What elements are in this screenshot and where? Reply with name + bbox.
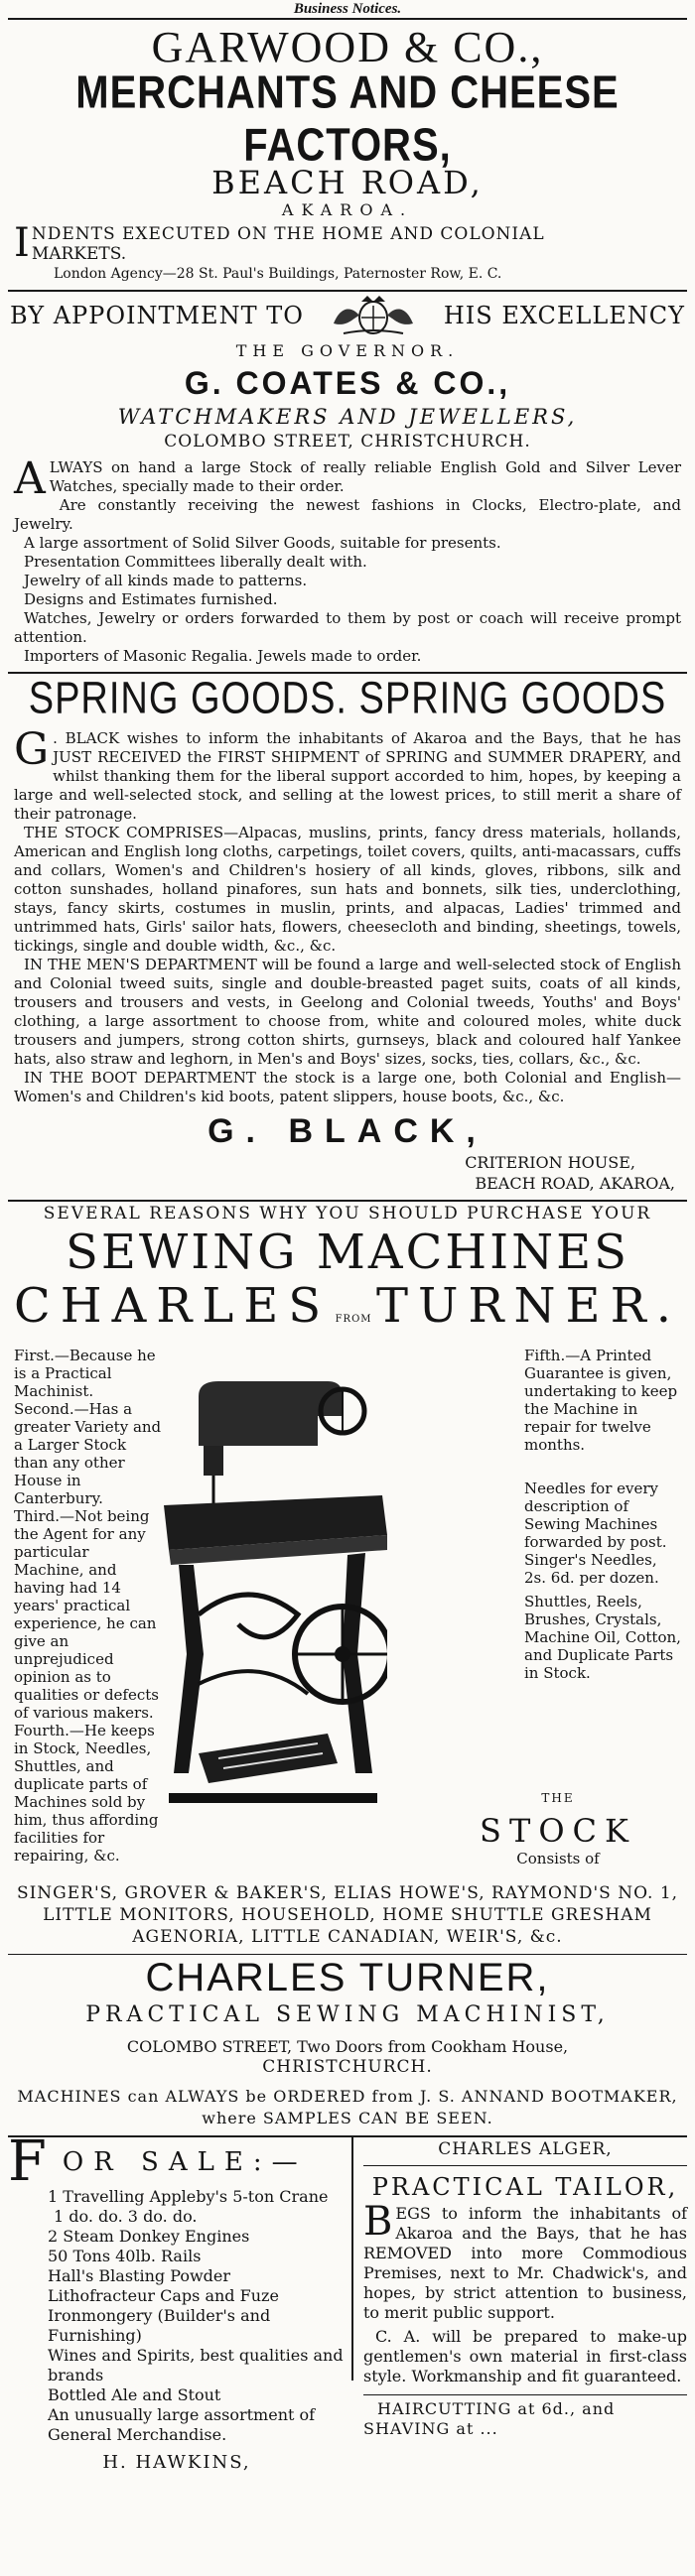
for-sale-title: OR SALE:— <box>62 2147 308 2177</box>
for-sale-signature: H. HAWKINS, <box>102 2452 251 2473</box>
for-sale-ad <box>8 2129 353 2473</box>
appointment-right: HIS EXCELLENCY <box>443 302 685 329</box>
alger-text: EGS to inform the inhabitants of Akaroa and the Bays, that he has REMOVED into more Commodious Premises, next to Mr. Chadwick's, and hopes, by strict attention to business, to merit public support. <box>363 2204 687 2322</box>
coates-trade: WATCHMAKERS AND JEWELLERS, <box>117 405 578 429</box>
black-body <box>0 724 695 1106</box>
coates-line: A large assortment of Solid Silver Goods, suitable for presents. <box>24 534 501 552</box>
list-item: Hall's Blasting Powder <box>48 2266 231 2285</box>
garwood-agency: London Agency—28 St. Paul's Buildings, Paternoster Row, E. C. <box>54 266 502 282</box>
appointment-line <box>0 292 695 339</box>
black-signature: G. BLACK, <box>208 1112 487 1150</box>
drop-cap: B <box>363 2199 393 2245</box>
stock-heading <box>459 1783 657 1868</box>
stock-the: THE <box>541 1791 575 1805</box>
royal-crest-icon <box>314 294 433 337</box>
governor-line: THE GOVERNOR. <box>235 341 460 360</box>
coates-line: Presentation Committees liberally dealt with. <box>24 553 367 571</box>
machine-brands: SINGER'S, GROVER & BAKER'S, ELIAS HOWE'S, RAYMOND'S NO. 1, LITTLE MONITORS, HOUSEHOLD, HOME SHUTTLE GRESHAM AGENORIA, LITTLE CANADIAN, WEIR'S, &c. <box>16 1883 679 1947</box>
indents-line-1: NDENTS EXECUTED ON THE HOME AND COLONIAL <box>31 224 545 244</box>
list-item: 50 Tons 40lb. Rails <box>48 2247 202 2265</box>
reason-item: Third.—Not being the Agent for any particular Machine, and having had 14 years' practical experience, he can give an unprejudiced opinion as to qualities or defects of various makers. <box>14 1507 159 1722</box>
annand-line: MACHINES can ALWAYS be ORDERED from J. S. ANNAND BOOTMAKER, where SAMPLES CAN BE SEEN. <box>17 2087 678 2127</box>
black-road: BEACH ROAD, AKAROA, <box>475 1174 675 1193</box>
garwood-ad <box>0 20 695 284</box>
list-item: Bottled Ale and Stout <box>48 2385 221 2404</box>
indents-line-2: MARKETS. <box>31 244 127 264</box>
drop-cap: I <box>14 220 30 266</box>
alger-body <box>363 2199 687 2386</box>
garwood-name: GARWOOD & CO., <box>151 23 544 71</box>
black-house: CRITERION HOUSE, <box>465 1153 635 1172</box>
reason-item: Fourth.—He keeps in Stock, Needles, Shuttles, and duplicate parts of Machines sold by him, thus affording facilities for repairing, &c. <box>14 1722 159 1865</box>
black-ad <box>0 674 695 1194</box>
garwood-subtitle: MERCHANTS AND CHEESE FACTORS, <box>75 67 620 171</box>
coates-line: Importers of Masonic Regalia. Jewels made to order. <box>24 647 422 665</box>
black-mens: IN THE MEN'S DEPARTMENT will be found a large and well-selected stock of English and Colonial tweed suits, single and double-breasted paget suits, coats of all kinds, trousers and trousers and vests, in Geelong and Colonial tweeds, Youths' and Boys' clothing, a large assortment to choose from, white and coloured moles, white duck trousers and jumpers, strong cotton shirts, gurnseys, black and coloured half Yankee hats, also straw and leghorn, in Men's and Boys' sizes, socks, ties, collars, &c., &c. <box>14 956 681 1068</box>
name-right: TURNER. <box>375 1278 681 1334</box>
reasons-left-column <box>14 1347 163 1865</box>
alger-name: CHARLES ALGER, <box>438 2139 613 2159</box>
alger-trade: PRACTICAL TAILOR, <box>371 2173 679 2201</box>
turner-name-line <box>0 1279 695 1347</box>
drop-cap: G <box>14 724 50 775</box>
reason-item: Needles for every description of Sewing Machines forwarded by post. Singer's Needles, 2s. 6d. per dozen. <box>524 1480 667 1587</box>
coates-line: Designs and Estimates furnished. <box>24 590 278 608</box>
name-left: CHARLES <box>14 1278 332 1334</box>
spring-headline: SPRING GOODS. SPRING GOODS <box>28 673 667 724</box>
divider <box>363 2165 687 2166</box>
coates-line: Jewelry of all kinds made to patterns. <box>24 572 308 589</box>
coates-address: COLOMBO STREET, CHRISTCHURCH. <box>164 432 531 451</box>
reasons-line: SEVERAL REASONS WHY YOU SHOULD PURCHASE YOUR <box>43 1204 652 1224</box>
drop-cap: F <box>8 2129 57 2194</box>
list-item: 1 Travelling Appleby's 5-ton Crane <box>48 2187 329 2206</box>
coates-name: G. COATES & CO., <box>184 365 511 401</box>
black-intro: . BLACK wishes to inform the inhabitants of Akaroa and the Bays, that he has JUST RECEIVED the FIRST SHIPMENT of SPRING and SUMMER DRAPERY, and whilst thanking them for the liberal support accorded to him, hopes, by keeping a large and well-selected stock, and selling at the lowest prices, to still merit a share of their patronage. <box>14 729 681 823</box>
alger-shaving: SHAVING at ... <box>363 2419 498 2438</box>
sewing-headline: SEWING MACHINES <box>65 1224 630 1280</box>
list-item: Lithofracteur Caps and Fuze <box>48 2286 279 2305</box>
for-sale-list <box>8 2187 346 2445</box>
reasons-right-column <box>524 1347 681 1682</box>
reason-item: Shuttles, Reels, Brushes, Crystals, Machine Oil, Cotton, and Duplicate Parts in Stock. <box>524 1593 681 1682</box>
sewing-machine-section <box>8 1347 687 1882</box>
turner-city: CHRISTCHURCH. <box>262 2057 433 2077</box>
coates-ad <box>0 292 695 666</box>
turner-street: COLOMBO STREET, Two Doors from Cookham House, <box>126 2037 569 2056</box>
garwood-address: BEACH ROAD, <box>211 164 484 201</box>
appointment-left: BY APPOINTMENT TO <box>10 302 304 329</box>
reason-item: First.—Because he is a Practical Machinist. <box>14 1347 156 1400</box>
alger-text: C. A. will be prepared to make-up gentlemen's own material in first-class style. Workmanship and fit guaranteed. <box>363 2327 687 2385</box>
divider <box>363 2394 687 2395</box>
coates-line: Watches, Jewelry or orders forwarded to them by post or coach will receive prompt attention. <box>14 609 681 646</box>
turner-practical: PRACTICAL SEWING MACHINIST, <box>85 2002 610 2027</box>
black-stock: THE STOCK COMPRISES—Alpacas, muslins, prints, fancy dress materials, hollands, American and English long cloths, carpetings, toilet covers, quilts, anti-macassars, cuffs and collars, Women's and Children's hosiery of all kinds, gloves, ribbons, silk and cotton sunshades, holland pinafores, sun hats and bonnets, silk ties, underclothing, stays, fancy skirts, costumes in muslin, prints, and alpacas, Ladies' trimmed and untrimmed hats, Girls' sailor hats, flowers, cheesecloth and binding, sheetings, towels, tickings, single and double width, &c., &c. <box>14 824 681 955</box>
garwood-indents <box>0 220 695 284</box>
turner-name: CHARLES TURNER, <box>145 1956 550 1999</box>
coates-line: LWAYS on hand a large Stock of really reliable English Gold and Silver Lever Watches, specially made to their order. <box>49 458 681 495</box>
stock-word: STOCK <box>480 1812 636 1850</box>
bottom-ads <box>8 2129 687 2473</box>
reason-item: Second.—Has a greater Variety and a Larger Stock than any other House in Canterbury. <box>14 1400 162 1507</box>
list-item: 2 Steam Donkey Engines <box>48 2227 250 2246</box>
black-boot: IN THE BOOT DEPARTMENT the stock is a large one, both Colonial and English—Women's and Children's kid boots, patent slippers, house boots, &c., &c. <box>14 1069 681 1105</box>
drop-cap: A <box>14 453 46 504</box>
from-label: FROM <box>335 1314 372 1325</box>
section-header: Business Notices. <box>293 1 402 17</box>
list-item: 1 do. do. 3 do. do. <box>54 2207 198 2226</box>
alger-haircut: HAIRCUTTING at 6d., and <box>377 2399 616 2418</box>
garwood-town: AKAROA. <box>281 200 414 219</box>
turner-ad <box>0 1202 695 2129</box>
reason-item: Fifth.—A Printed Guarantee is given, undertaking to keep the Machine in repair for twelve months. <box>524 1347 678 1454</box>
sewing-machine-illustration <box>159 1356 387 1823</box>
list-item: Wines and Spirits, best qualities and brands <box>48 2346 344 2384</box>
alger-ad <box>353 2137 687 2438</box>
coates-body <box>0 453 695 666</box>
list-item: Ironmongery (Builder's and Furnishing) <box>48 2306 271 2345</box>
for-sale-heading <box>8 2129 346 2194</box>
coates-line: Are constantly receiving the newest fashions in Clocks, Electro-plate, and Jewelry. <box>14 496 681 533</box>
list-item: An unusually large assortment of General Merchandise. <box>48 2405 316 2444</box>
stock-consists: Consists of <box>516 1850 600 1868</box>
